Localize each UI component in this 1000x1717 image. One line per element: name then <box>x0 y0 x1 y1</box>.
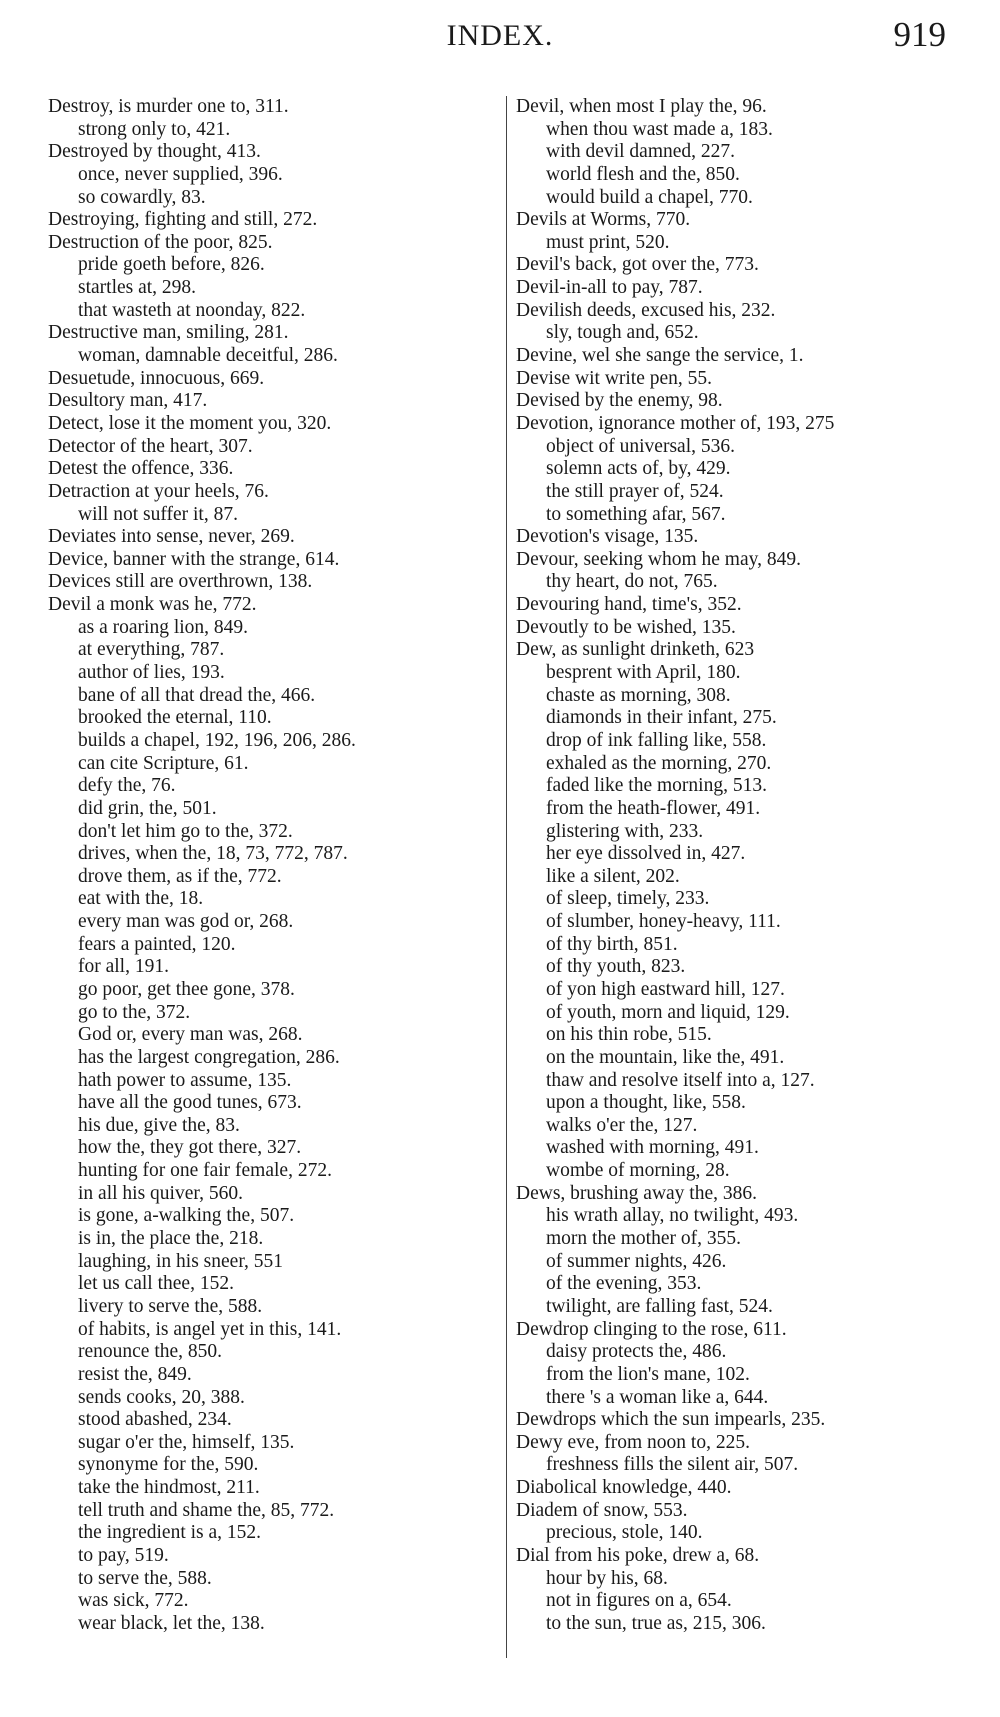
index-subentry: hath power to assume, 135. <box>78 1069 292 1091</box>
index-subentry: author of lies, 193. <box>78 662 225 684</box>
index-subentry: chaste as morning, 308. <box>546 684 731 706</box>
index-subentry: is gone, a-walking the, 507. <box>78 1205 295 1227</box>
index-entry: Detector of the heart, 307. <box>48 435 253 457</box>
index-subentry: go to the, 372. <box>78 1001 191 1023</box>
index-subentry: that wasteth at noonday, 822. <box>78 299 306 321</box>
index-subentry: woman, damnable deceitful, 286. <box>78 345 338 367</box>
index-subentry: besprent with April, 180. <box>546 662 741 684</box>
index-subentry: stood abashed, 234. <box>78 1409 232 1431</box>
index-subentry: brooked the eternal, 110. <box>78 707 272 729</box>
index-entry: Devour, seeking whom he may, 849. <box>516 548 801 570</box>
index-entry: Dewdrop clinging to the rose, 611. <box>516 1318 787 1340</box>
index-subentry: take the hindmost, 211. <box>78 1477 260 1499</box>
index-entry: Detest the offence, 336. <box>48 458 234 480</box>
index-entry: Destroy, is murder one to, 311. <box>48 96 289 117</box>
index-subentry: for all, 191. <box>78 956 169 978</box>
index-entry: Device, banner with the strange, 614. <box>48 548 340 570</box>
index-subentry: of thy youth, 823. <box>546 956 686 978</box>
index-subentry: from the lion's mane, 102. <box>546 1363 750 1385</box>
index-subentry: startles at, 298. <box>78 277 197 299</box>
index-subentry: sly, tough and, 652. <box>546 322 699 344</box>
index-entry: Devise wit write pen, 55. <box>516 367 713 389</box>
index-entry: Devil-in-all to pay, 787. <box>516 277 703 299</box>
index-subentry: world flesh and the, 850. <box>546 163 740 185</box>
index-subentry: of youth, morn and liquid, 129. <box>546 1001 790 1023</box>
index-subentry: daisy protects the, 486. <box>546 1341 727 1363</box>
index-entry: Dewdrops which the sun impearls, 235. <box>516 1409 826 1431</box>
index-subentry: tell truth and shame the, 85, 772. <box>78 1499 335 1521</box>
index-subentry: wear black, let the, 138. <box>78 1612 265 1634</box>
index-subentry: the still prayer of, 524. <box>546 480 724 502</box>
index-entry: Diadem of snow, 553. <box>516 1499 688 1521</box>
index-subentry: strong only to, 421. <box>78 118 231 140</box>
index-entry: Detraction at your heels, 76. <box>48 480 269 502</box>
index-subentry: morn the mother of, 355. <box>546 1228 741 1250</box>
index-subentry: not in figures on a, 654. <box>546 1590 732 1612</box>
index-subentry: walks o'er the, 127. <box>546 1114 698 1136</box>
index-subentry: laughing, in his sneer, 551 <box>78 1250 284 1272</box>
index-entry: Devils at Worms, 770. <box>516 209 691 231</box>
index-subentry: on the mountain, like the, 491. <box>546 1046 785 1068</box>
index-subentry: of summer nights, 426. <box>546 1250 727 1272</box>
index-entry: Devotion's visage, 135. <box>516 526 699 548</box>
index-subentry: object of universal, 536. <box>546 435 735 457</box>
index-subentry: of thy birth, 851. <box>546 933 678 955</box>
index-subentry: solemn acts of, by, 429. <box>546 458 731 480</box>
index-entry: Deviates into sense, never, 269. <box>48 526 295 548</box>
index-entry: Devices still are overthrown, 138. <box>48 571 313 593</box>
index-subentry: drives, when the, 18, 73, 772, 787. <box>78 843 348 865</box>
index-subentry: to pay, 519. <box>78 1545 169 1566</box>
index-subentry: twilight, are falling fast, 524. <box>546 1295 773 1317</box>
index-subentry: in all his quiver, 560. <box>78 1182 243 1204</box>
index-subentry: hour by his, 68. <box>546 1567 668 1589</box>
index-subentry: of sleep, timely, 233. <box>546 888 710 910</box>
index-subentry: precious, stole, 140. <box>546 1522 703 1544</box>
index-entry: Dew, as sunlight drinketh, 623 <box>516 639 755 661</box>
index-subentry: was sick, 772. <box>78 1590 189 1612</box>
index-subentry: eat with the, 18. <box>78 888 204 910</box>
index-subentry: have all the good tunes, 673. <box>78 1092 302 1114</box>
index-subentry: don't let him go to the, 372. <box>78 820 293 842</box>
index-subentry: from the heath-flower, 491. <box>546 797 761 819</box>
index-subentry: go poor, get thee gone, 378. <box>78 978 295 1000</box>
index-entry: Devouring hand, time's, 352. <box>516 594 742 616</box>
index-subentry: washed with morning, 491. <box>546 1137 759 1159</box>
index-entry: Destroyed by thought, 413. <box>48 141 261 163</box>
index-entry: Destruction of the poor, 825. <box>48 231 273 253</box>
index-subentry: once, never supplied, 396. <box>78 163 283 185</box>
index-subentry: of the evening, 353. <box>546 1273 702 1295</box>
index-entry: Devil's back, got over the, 773. <box>516 254 759 276</box>
index-subentry: her eye dissolved in, 427. <box>546 843 746 865</box>
index-entry: Dews, brushing away the, 386. <box>516 1182 757 1204</box>
index-subentry: thaw and resolve itself into a, 127. <box>546 1069 815 1091</box>
index-entry: Devoutly to be wished, 135. <box>516 616 736 638</box>
index-subentry: every man was god or, 268. <box>78 911 294 933</box>
index-entry: Diabolical knowledge, 440. <box>516 1477 732 1499</box>
index-subentry: to the sun, true as, 215, 306. <box>546 1612 766 1634</box>
index-entry: Devotion, ignorance mother of, 193, 275 <box>516 412 835 434</box>
index-subentry: will not suffer it, 87. <box>78 503 238 525</box>
index-subentry: so cowardly, 83. <box>78 186 206 208</box>
index-subentry: on his thin robe, 515. <box>546 1024 712 1046</box>
index-subentry: of slumber, honey-heavy, 111. <box>546 911 781 933</box>
left-index-column <box>48 96 500 1636</box>
index-subentry: sends cooks, 20, 388. <box>78 1386 245 1408</box>
index-subentry: to serve the, 588. <box>78 1567 212 1589</box>
index-subentry: hunting for one fair female, 272. <box>78 1160 332 1182</box>
index-subentry: of habits, is angel yet in this, 141. <box>78 1318 342 1340</box>
index-entry: Detect, lose it the moment you, 320. <box>48 412 332 434</box>
index-subentry: did grin, the, 501. <box>78 797 217 819</box>
index-subentry: faded like the morning, 513. <box>546 775 767 797</box>
index-subentry: defy the, 76. <box>78 775 176 797</box>
index-subentry: wombe of morning, 28. <box>546 1160 730 1182</box>
index-entry: Destroying, fighting and still, 272. <box>48 209 318 231</box>
index-subentry: when thou wast made a, 183. <box>546 118 773 140</box>
index-subentry: has the largest congregation, 286. <box>78 1046 340 1068</box>
index-subentry: his due, give the, 83. <box>78 1114 240 1136</box>
index-subentry: like a silent, 202. <box>546 865 680 887</box>
index-subentry: fears a painted, 120. <box>78 933 236 955</box>
index-entry: Devised by the enemy, 98. <box>516 390 723 412</box>
index-subentry: of yon high eastward hill, 127. <box>546 978 785 1000</box>
index-subentry: how the, they got there, 327. <box>78 1137 302 1159</box>
index-subentry: would build a chapel, 770. <box>546 186 753 208</box>
index-subentry: exhaled as the morning, 270. <box>546 752 772 774</box>
index-entry: Desultory man, 417. <box>48 390 208 412</box>
index-subentry: livery to serve the, 588. <box>78 1295 263 1317</box>
index-subentry: builds a chapel, 192, 196, 206, 286. <box>78 729 356 751</box>
index-entry: Desuetude, innocuous, 669. <box>48 367 265 389</box>
index-subentry: drove them, as if the, 772. <box>78 865 282 887</box>
index-entry: Devilish deeds, excused his, 232. <box>516 299 776 321</box>
index-subentry: freshness fills the silent air, 507. <box>546 1454 799 1476</box>
index-subentry: renounce the, 850. <box>78 1341 223 1363</box>
index-subentry: his wrath allay, no twilight, 493. <box>546 1205 799 1227</box>
index-subentry: at everything, 787. <box>78 639 225 661</box>
index-subentry: drop of ink falling like, 558. <box>546 729 767 751</box>
index-subentry: as a roaring lion, 849. <box>78 616 249 638</box>
index-subentry: sugar o'er the, himself, 135. <box>78 1431 295 1453</box>
column-divider <box>506 96 507 1658</box>
index-subentry: resist the, 849. <box>78 1363 192 1385</box>
index-subentry: let us call thee, 152. <box>78 1273 234 1295</box>
index-subentry: can cite Scripture, 61. <box>78 752 249 774</box>
right-index-column <box>516 96 986 1636</box>
index-entry: Dewy eve, from noon to, 225. <box>516 1431 750 1453</box>
index-subentry: synonyme for the, 590. <box>78 1454 259 1476</box>
index-entry: Devine, wel she sange the service, 1. <box>516 345 804 367</box>
index-subentry: upon a thought, like, 558. <box>546 1092 746 1114</box>
page-number: 919 <box>893 15 946 54</box>
index-subentry: bane of all that dread the, 466. <box>78 684 316 706</box>
index-subentry: the ingredient is a, 152. <box>78 1522 262 1544</box>
index-subentry: must print, 520. <box>546 231 670 253</box>
page-title: INDEX. <box>446 19 554 52</box>
index-entry: Dial from his poke, drew a, 68. <box>516 1545 760 1566</box>
index-entry: Devil a monk was he, 772. <box>48 594 257 616</box>
index-subentry: glistering with, 233. <box>546 820 704 842</box>
index-entry: Devil, when most I play the, 96. <box>516 96 767 117</box>
index-subentry: there 's a woman like a, 644. <box>546 1386 769 1408</box>
index-entry: Destructive man, smiling, 281. <box>48 322 289 344</box>
index-subentry: with devil damned, 227. <box>546 141 736 163</box>
index-subentry: is in, the place the, 218. <box>78 1228 264 1250</box>
index-subentry: pride goeth before, 826. <box>78 254 265 276</box>
index-subentry: God or, every man was, 268. <box>78 1024 303 1046</box>
index-subentry: diamonds in their infant, 275. <box>546 707 777 729</box>
index-subentry: thy heart, do not, 765. <box>546 571 718 593</box>
index-subentry: to something afar, 567. <box>546 503 726 525</box>
